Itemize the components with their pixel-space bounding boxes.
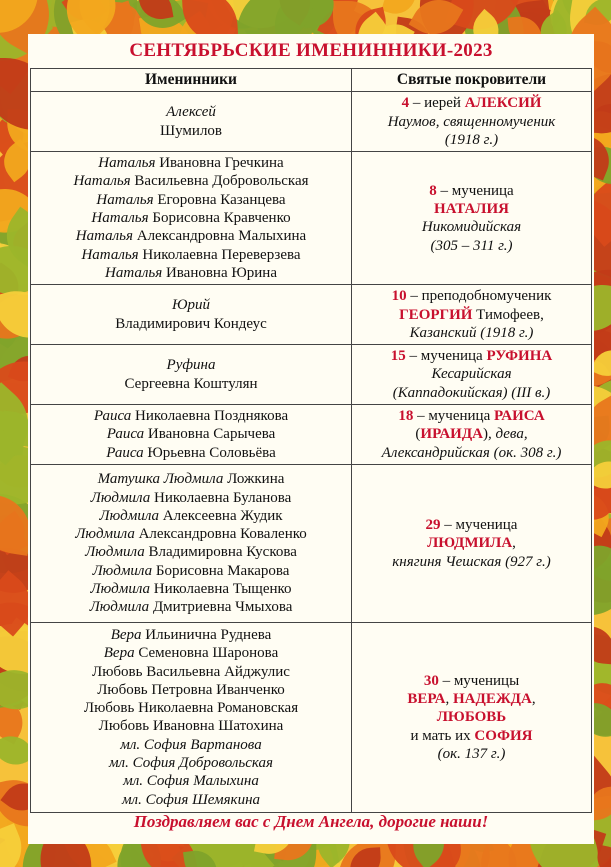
highlighted-text: ИРАИДА [420,426,483,443]
saint-text: Александрийская (ок. 308 г.) [381,444,562,461]
document-panel [28,34,594,844]
table-row [31,464,592,622]
namesake-line [35,562,347,580]
saint-text: (ок. 137 г.) [437,745,506,762]
namesake-line [35,444,347,462]
given-name: Наталья [105,264,163,281]
saint-line [356,182,587,200]
highlighted-text: ЛЮДМИЛА [427,535,513,552]
highlighted-text: НАТАЛИЯ [434,200,509,217]
namesake-line [35,246,347,264]
column-header-names: Именинники [31,69,352,92]
patronymic-surname: Ивановна Сарычева [144,426,276,443]
saint-line [356,553,587,571]
patronymic-surname: Николаевна Буланова [150,489,292,506]
namesake-line [35,191,347,209]
namesake-line [35,626,347,644]
highlighted-text: 8 [429,182,437,199]
namesake-line [35,172,347,190]
given-name: Вера [103,645,135,662]
given-name: Людмила [75,526,135,543]
saint-line [356,324,587,342]
given-name: мл. София Малыхина [123,773,259,790]
highlighted-text: 15 [390,348,406,365]
saint-patron-cell [352,92,592,152]
saint-text: Казанский (1918 г.) [409,324,534,341]
patronymic-surname: Николаевна Тыщенко [150,581,292,598]
patronymic-surname: Любовь Васильевна Айджулис [92,663,290,680]
table-row [31,92,592,152]
saint-line [356,131,587,149]
given-name: Вера [110,626,142,643]
saint-line [356,534,587,552]
namesake-line [35,209,347,227]
namesake-line [35,736,347,754]
patronymic-surname: Семеновна Шаронова [134,645,279,662]
saint-text: – иерей [409,95,465,112]
patronymic-surname: Ложкина [223,471,285,488]
saint-text: ) [482,426,488,443]
saint-line [356,237,587,255]
highlighted-text: 30 [423,672,439,689]
highlighted-text: НАДЕЖДА [453,690,532,707]
namesake-line [35,525,347,543]
saint-text: и мать их [410,727,475,744]
namesakes-cell [31,622,352,812]
saint-line [356,672,587,690]
highlighted-text: СОФИЯ [474,727,533,744]
given-name: Наталья [91,210,149,227]
patronymic-surname: Сергеевна Коштулян [124,375,258,392]
namesake-line [35,356,347,374]
namesake-line [35,791,347,809]
saint-line [356,347,587,365]
namesake-line [35,425,347,443]
namesake-line [35,375,347,393]
namesake-line [35,489,347,507]
patronymic-surname: Борисовна Кравченко [148,210,291,227]
namesake-line [35,103,347,121]
patronymic-surname: Борисовна Макарова [152,562,290,579]
patronymic-surname: Любовь Николаевна Романовская [83,700,299,717]
saint-line [356,516,587,534]
namesake-line [35,663,347,681]
saint-patron-cell [352,622,592,812]
saint-text: княгиня Чешская (927 г.) [392,553,551,570]
saint-text: ( [415,426,421,443]
patronymic-surname: Владимирович Кондеус [115,315,267,332]
namesake-line [35,122,347,140]
given-name: Раиса [93,408,132,425]
highlighted-text: 29 [425,516,441,533]
namesake-line [35,264,347,282]
saint-line [356,94,587,112]
given-name: Матушка Людмила [97,471,224,488]
saint-line [356,306,587,324]
saint-line [356,708,587,726]
namesake-line [35,754,347,772]
table-row [31,405,592,465]
given-name: Людмила [89,599,150,616]
namedays-table [30,68,592,813]
given-name: мл. София Шемякина [121,791,261,808]
highlighted-text: 4 [401,95,410,112]
patronymic-surname: Шумилов [159,122,223,139]
saint-line [356,384,587,402]
patronymic-surname: Ивановна Юрина [162,264,277,281]
saint-line [356,690,587,708]
page-title: СЕНТЯБРЬСКИЕ ИМЕНИННИКИ-2023 [129,40,493,61]
saint-patron-cell [352,345,592,405]
patronymic-surname: Ивановна Гречкина [155,155,284,172]
saint-text: – преподобномученик [406,288,552,305]
saint-line [356,113,587,131]
column-header-saints: Святые покровители [352,69,592,92]
saint-patron-cell [352,405,592,465]
saint-text: , дева, [487,426,528,443]
congratulation-footer: Поздравляем вас с Днем Ангела, дорогие наши! [133,812,489,831]
namesake-line [35,296,347,314]
given-name: мл. София Вартанова [120,736,262,753]
highlighted-text: ЛЮБОВЬ [436,709,507,726]
given-name: Наталья [73,173,131,190]
patronymic-surname: Александровна Коваленко [134,526,307,543]
patronymic-surname: Любовь Ивановна Шатохина [98,718,284,735]
patronymic-surname: Егоровна Казанцева [153,191,286,208]
given-name: Алексей [166,104,216,121]
namesakes-cell [31,345,352,405]
highlighted-text: РУФИНА [486,348,553,365]
saint-text: , [512,535,516,552]
given-name: Наталья [96,191,154,208]
highlighted-text: АЛЕКСИЙ [464,95,542,112]
given-name: Наталья [75,228,133,245]
patronymic-surname: Юрьевна Соловьёва [143,444,276,461]
saint-line [356,444,587,462]
saint-text: – мученица [413,408,494,425]
patronymic-surname: Владимировна Кускова [144,544,297,561]
saint-patron-cell [352,285,592,345]
namesake-line [35,717,347,735]
given-name: мл. София Добровольская [108,755,274,772]
table-row [31,152,592,285]
patronymic-surname: Ильинична Руднева [141,626,272,643]
saint-text: (1918 г.) [444,131,499,148]
table-header-row [31,69,592,92]
highlighted-text: РАИСА [494,408,545,425]
given-name: Людмила [85,544,145,561]
saint-patron-cell [352,464,592,622]
saint-text: Тимофеев, [472,306,544,323]
saint-text: , [531,690,536,707]
namesake-line [35,407,347,425]
given-name: Раиса [106,426,145,443]
table-row [31,285,592,345]
given-name: Людмила [90,581,151,598]
highlighted-text: ГЕОРГИЙ [399,306,473,323]
saint-text: – мученица [405,348,487,365]
patronymic-surname: Николаевна Позднякова [131,408,289,425]
given-name: Раиса [106,444,144,461]
given-name: Наталья [81,246,139,263]
patronymic-surname: Николаевна Переверзева [138,246,301,263]
given-name: Наталья [98,155,156,172]
namesake-line [35,699,347,717]
saint-line [356,727,587,745]
patronymic-surname: Алексеевна Жудик [159,507,283,524]
namesakes-cell [31,405,352,465]
saint-text: , [445,690,454,707]
given-name: Руфина [166,357,216,374]
saint-text: – мученицы [438,672,520,689]
namesake-line [35,598,347,616]
patronymic-surname: Александровна Малыхина [132,228,307,245]
saint-line [356,745,587,763]
saint-text: (Каппадокийская) (III в.) [392,384,551,401]
given-name: Людмила [90,489,151,506]
saint-text: Наумов, священномученик [387,113,556,130]
saint-line [356,287,587,305]
saint-line [356,218,587,236]
table-row [31,345,592,405]
table-row [31,622,592,812]
saint-text: – мученица [440,516,518,533]
saint-text: Никомидийская [421,219,522,236]
patronymic-surname: Любовь Петровна Иванченко [97,681,285,698]
namesake-line [35,470,347,488]
patronymic-surname: Дмитриевна Чмыхова [149,599,293,616]
namesakes-cell [31,92,352,152]
highlighted-text: 18 [398,408,414,425]
namesake-line [35,543,347,561]
saint-text: – мученица [436,182,514,199]
saint-line [356,407,587,425]
given-name: Людмила [92,562,153,579]
namesake-line [35,681,347,699]
namesake-line [35,154,347,172]
given-name: Юрий [172,297,210,314]
saint-line [356,365,587,383]
given-name: Людмила [99,507,160,524]
namesake-line [35,315,347,333]
namesake-line [35,507,347,525]
namesake-line [35,772,347,790]
patronymic-surname: Васильевна Добровольская [130,173,309,190]
namesake-line [35,644,347,662]
namesakes-cell [31,285,352,345]
saint-line [356,200,587,218]
namesakes-cell [31,464,352,622]
highlighted-text: ВЕРА [407,690,446,707]
saint-patron-cell [352,152,592,285]
namesake-line [35,580,347,598]
saint-text: (305 – 311 г.) [430,237,513,254]
saint-line [356,425,587,443]
namesakes-cell [31,152,352,285]
saint-text: Кесарийская [431,366,512,383]
highlighted-text: 10 [391,288,407,305]
namesake-line [35,227,347,245]
